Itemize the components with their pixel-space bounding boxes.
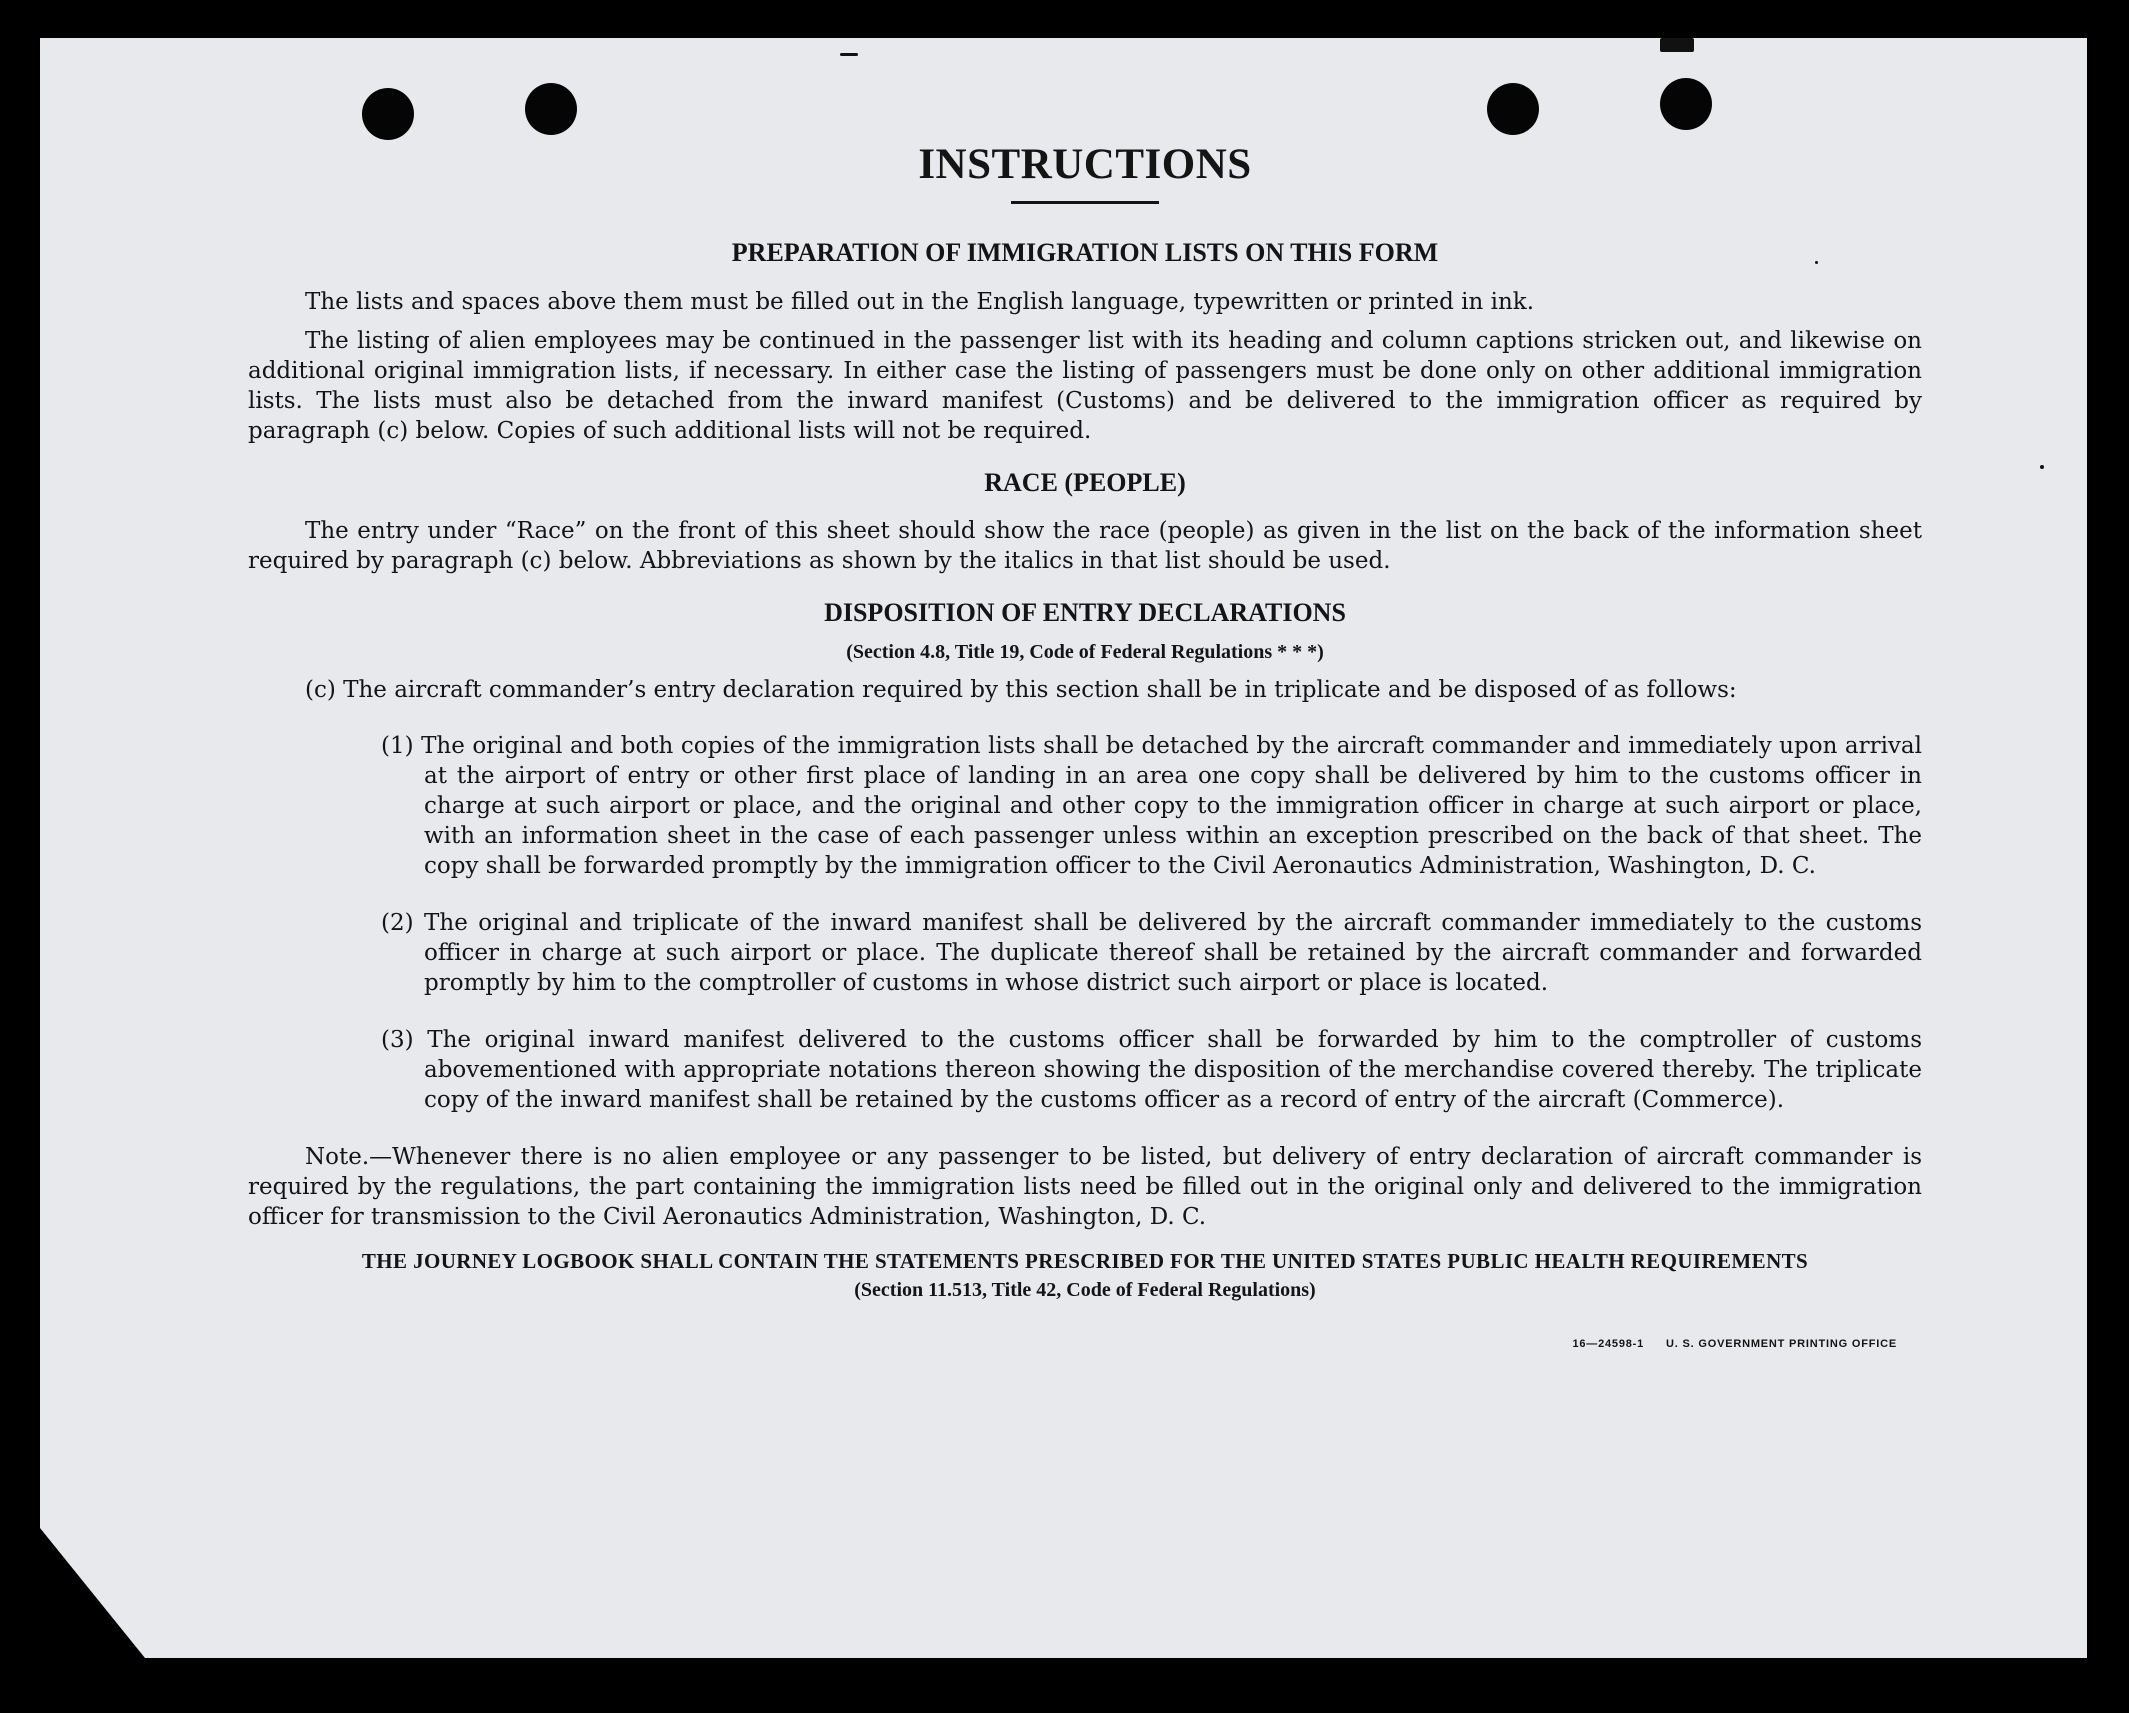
page-title: INSTRUCTIONS [918, 141, 1252, 188]
note-paragraph: Note.—Whenever there is no alien employee or any passenger to be listed, but delivery of entry declaration of aircraft commander is required by the regulations, the part containing the immigration lists need be filled out in the original only and delivered to the immigration officer for transmission to the Civil Aeronautics Administration, Washington, D. C. [248, 1144, 1922, 1230]
instructions-content [248, 140, 1922, 1350]
disposition-citation: (Section 4.8, Title 19, Code of Federal Regulations * * *) [846, 641, 1324, 663]
list-item: (2) The original and triplicate of the inward manifest shall be delivered by the aircraft commander immediately to the customs officer in charge at such airport or place. The duplicate thereof shall be retained by the aircraft commander and forwarded promptly by him to the comptroller of customs in whose district such airport or place is located. [381, 910, 1922, 996]
list-item: (3) The original inward manifest delivered to the customs officer shall be forwarded by him to the comptroller of customs abovementioned with appropriate notations thereon showing the disposition of the merchandise covered thereby. The triplicate copy of the inward manifest shall be retained by the customs officer as a record of entry of the aircraft (Commerce). [381, 1027, 1922, 1113]
form-number: 16—24598-1 [1572, 1338, 1645, 1350]
health-requirements-citation: (Section 11.513, Title 42, Code of Federal Regulations) [854, 1279, 1316, 1301]
list-item: (1) The original and both copies of the immigration lists shall be detached by the aircraft commander and immediately upon arrival at the airport of entry or other first place of landing in an area one copy shall be delivered by him to the customs officer in charge at such airport or place, and the original and other copy to the immigration officer in charge at such airport or place, with an information sheet in the case of each passenger unless within an exception prescribed on the back of that sheet. The copy shall be forwarded promptly by the immigration officer to the Civil Aeronautics Administration, Washington, D. C. [381, 733, 1922, 879]
title-underline [1011, 201, 1159, 204]
punch-hole [1660, 78, 1712, 130]
ink-speck [1660, 38, 1694, 52]
paragraph-race: The entry under “Race” on the front of this sheet should show the race (people) as given in the list on the back of the information sheet required by paragraph (c) below. Abbreviations as shown by the italics in that list should be used. [248, 518, 1922, 574]
section-heading-disposition: DISPOSITION OF ENTRY DECLARATIONS [824, 598, 1346, 627]
section-heading-race: RACE (PEOPLE) [984, 468, 1186, 497]
punch-hole [1487, 83, 1539, 135]
printer-name: U. S. GOVERNMENT PRINTING OFFICE [1666, 1338, 1897, 1350]
punch-hole [362, 88, 414, 140]
health-requirements-statement: THE JOURNEY LOGBOOK SHALL CONTAIN THE STATEMENTS PRESCRIBED FOR THE UNITED STATES PUBLIC HEALTH REQUIREMENTS [361, 1249, 1809, 1273]
ink-speck [840, 53, 858, 56]
section-heading-preparation: PREPARATION OF IMMIGRATION LISTS ON THIS FORM [731, 238, 1439, 267]
paragraph-c-intro: (c) The aircraft commander’s entry declaration required by this section shall be in triplicate and be disposed of as follows: [305, 677, 1737, 703]
printer-imprint [248, 1338, 1897, 1350]
paragraph-language: The lists and spaces above them must be filled out in the English language, typewritten or printed in ink. [305, 289, 1535, 315]
ink-speck [2040, 465, 2044, 469]
punch-hole [525, 83, 577, 135]
paragraph-alien-employees: The listing of alien employees may be continued in the passenger list with its heading and column captions stricken out, and likewise on additional original immigration lists, if necessary. In either case the listing of passengers must be done only on other additional immigration lists. The lists must also be detached from the inward manifest (Customs) and be delivered to the immigration officer as required by paragraph (c) below. Copies of such additional lists will not be required. [248, 328, 1922, 444]
